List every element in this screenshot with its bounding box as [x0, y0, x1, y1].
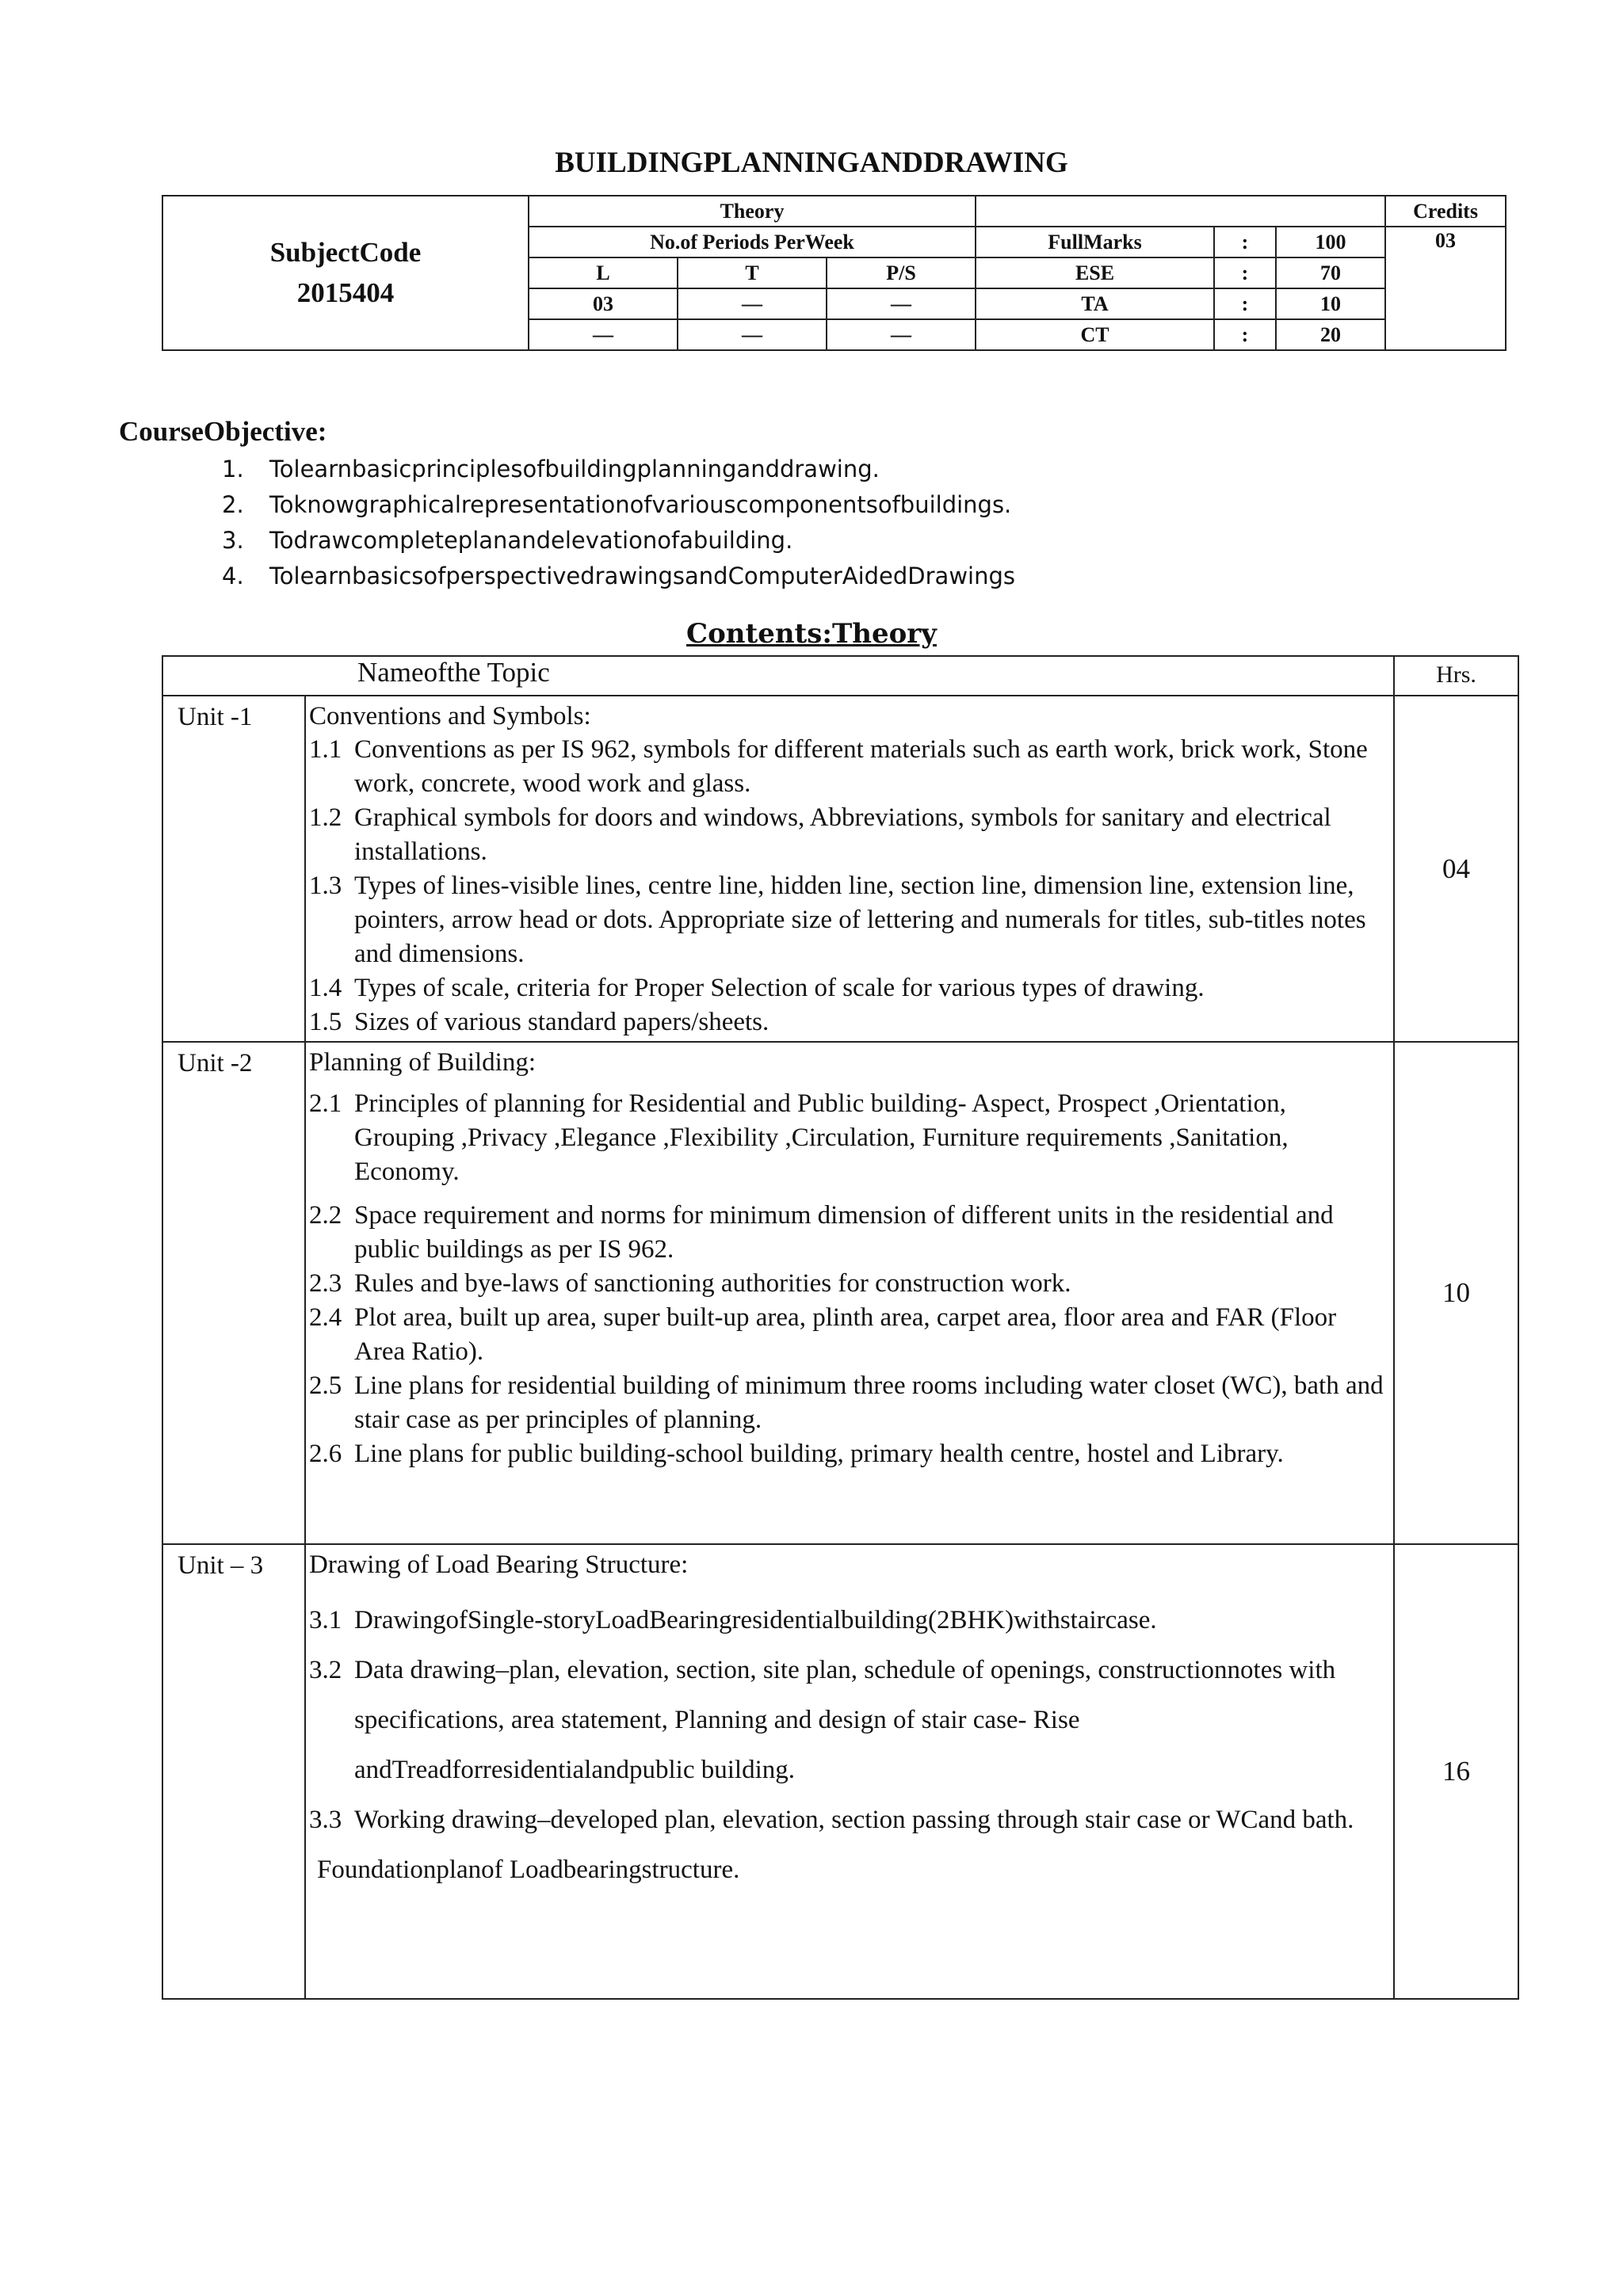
table-row	[162, 1544, 1518, 1999]
ct-label: CT	[976, 319, 1214, 350]
unit-label: Unit – 3	[162, 1544, 305, 1999]
ese-label: ESE	[976, 257, 1214, 288]
theory-label: Theory	[529, 196, 976, 227]
unit-title: Planning of Building:	[309, 1048, 537, 1077]
unit-hours: 16	[1394, 1544, 1518, 1999]
list-item: 1.3 Types of lines-visible lines, centre line, hidden line, section line, dimension line, extension line, pointers, arrow head or dots. Appropriate size of lettering and numerals for titles, sub-titles notes and dimensions.	[309, 871, 1366, 968]
list-item: 2.4 Plot area, built up area, super built-up area, plinth area, carpet area, floor area and FAR (Floor Area Ratio).	[309, 1303, 1337, 1366]
colon: :	[1214, 319, 1276, 350]
hrs-column-header: Hrs.	[1394, 656, 1518, 696]
list-item: 2.2 Space requirement and norms for minimum dimension of different units in the residential and public buildings as per IS 962.	[309, 1201, 1334, 1264]
ta-value: 10	[1276, 288, 1385, 319]
subject-code-cell	[162, 196, 529, 350]
topic-column-header: Nameofthe Topic	[162, 656, 1394, 696]
periods-label: No.of Periods PerWeek	[529, 227, 976, 257]
list-item: 2.5 Line plans for residential building of minimum three rooms including water closet (WC), bath and stair case as per principles of planning.	[309, 1371, 1384, 1434]
course-objective-list	[222, 452, 1015, 594]
unit-title: Drawing of Load Bearing Structure:	[309, 1550, 689, 1579]
credits-label: Credits	[1385, 196, 1506, 227]
ps-value: —	[827, 288, 976, 319]
list-item: 2.3 Rules and bye-laws of sanctioning authorities for construction work.	[309, 1269, 1071, 1298]
credits-value: 03	[1385, 227, 1506, 350]
list-item: 2. Toknowgraphicalrepresentationofvariouscomponentsofbuildings.	[222, 491, 1012, 518]
list-item: 3.2 Data drawing–plan, elevation, section, site plan, schedule of openings, constructionnotes with specifications, area statement, Planning and design of stair case- Rise andTreadforresidentialandpublic building.	[309, 1656, 1336, 1784]
course-objective-heading: CourseObjective:	[119, 416, 327, 447]
subject-info-table	[162, 195, 1507, 351]
full-marks-value: 100	[1276, 227, 1385, 257]
contents-heading: Contents:Theory	[686, 618, 937, 650]
list-item: 1.4 Types of scale, criteria for Proper Selection of scale for various types of drawing.	[309, 974, 1205, 1002]
blank-cell	[976, 196, 1385, 227]
list-item: 1. Tolearnbasicprinciplesofbuildingplanninganddrawing.	[222, 456, 880, 482]
list-item: 3.1 DrawingofSingle-storyLoadBearingresidentialbuilding(2BHK)withstaircase.	[309, 1606, 1157, 1634]
list-item: 3.3 Working drawing–developed plan, elevation, section passing through stair case or WCand bath.	[309, 1806, 1354, 1834]
list-item: 2.1 Principles of planning for Residential and Public building- Aspect, Prospect ,Orientation, Grouping ,Privacy ,Elegance ,Flexibility ,Circulation, Furniture requirements ,Sanitation, Economy.	[309, 1089, 1289, 1186]
closing-note: Foundationplanof Loadbearingstructure.	[317, 1855, 740, 1884]
colon: :	[1214, 227, 1276, 257]
table-row	[162, 696, 1518, 1042]
subject-code-label: SubjectCode	[269, 236, 422, 268]
col-l: L	[529, 257, 678, 288]
subject-code: 2015404	[296, 277, 395, 308]
ct-value: 20	[1276, 319, 1385, 350]
unit-label: Unit -2	[162, 1042, 305, 1544]
list-item: 3. Todrawcompleteplanandelevationofabuilding.	[222, 527, 793, 554]
unit-label: Unit -1	[162, 696, 305, 1042]
unit-hours: 10	[1394, 1042, 1518, 1544]
contents-table	[162, 655, 1519, 2000]
col-ps: P/S	[827, 257, 976, 288]
t-value: —	[678, 288, 827, 319]
list-item: 1.5 Sizes of various standard papers/sheets.	[309, 1008, 769, 1036]
list-item: 2.6 Line plans for public building-school building, primary health centre, hostel and Library.	[309, 1440, 1284, 1468]
ese-value: 70	[1276, 257, 1385, 288]
ta-label: TA	[976, 288, 1214, 319]
table-row	[162, 1042, 1518, 1544]
unit-topics	[305, 1544, 1394, 1999]
dash: —	[678, 319, 827, 350]
list-item: 1.1 Conventions as per IS 962, symbols for different materials such as earth work, brick work, Stone work, concrete, wood work and glass.	[309, 735, 1368, 798]
dash: —	[827, 319, 976, 350]
col-t: T	[678, 257, 827, 288]
unit-hours: 04	[1394, 696, 1518, 1042]
document-title: BUILDINGPLANNINGANDDRAWING	[555, 147, 1068, 179]
unit-topics	[305, 696, 1394, 1042]
list-item: 4. TolearnbasicsofperspectivedrawingsandComputerAidedDrawings	[222, 563, 1015, 589]
colon: :	[1214, 288, 1276, 319]
full-marks-label: FullMarks	[976, 227, 1214, 257]
colon: :	[1214, 257, 1276, 288]
list-item: 1.2 Graphical symbols for doors and windows, Abbreviations, symbols for sanitary and electrical installations.	[309, 803, 1331, 866]
l-value: 03	[529, 288, 678, 319]
unit-title: Conventions and Symbols:	[309, 702, 591, 730]
dash: —	[529, 319, 678, 350]
unit-topics	[305, 1042, 1394, 1544]
